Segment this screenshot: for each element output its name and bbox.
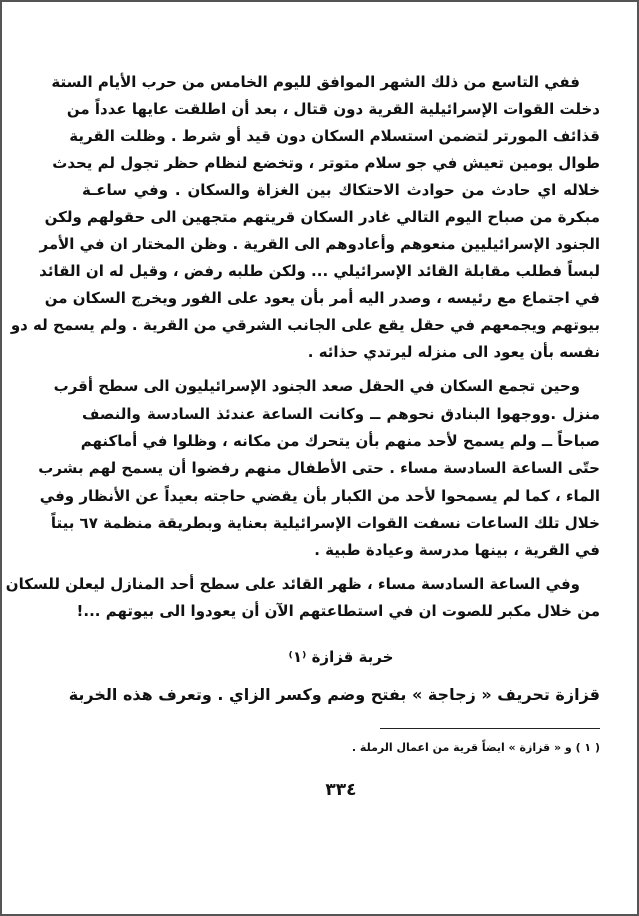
text-line: منزل .ووجهوا البنادق نحوهم ــ وكانت الساعة عندئذ السادسة والنصف	[82, 405, 600, 423]
text-line: دخلت القوات الإسرائيلية القرية دون قتال ، بعد أن اطلقت عايها عدداً من	[66, 100, 600, 118]
page-number: ٣٣٤	[325, 780, 357, 800]
text-line: حتّى الساعة السادسة مساء . حتى الأطفال منهم رفضوا أن يسمح لهم بشرب	[38, 459, 600, 477]
text-line: في القرية ، بينها مدرسة وعيادة طبية .	[314, 541, 600, 559]
text-line: خلال تلك الساعات نسفت القوات الإسرائيلية بعناية وبطريقة منظمة ٦٧ بيتاً	[50, 514, 600, 532]
text-line: نفسه بأن يعود الى منزله ليرتدي حذائه .	[307, 343, 600, 361]
section-first-line: قزازة تحريف « زجاجة » بفتح وضم وكسر الزاي . وتعرف هذه الخربة	[68, 685, 600, 704]
text-line: بيوتهم ويجمعهم في حقل يقع على الجانب الشرقي من القرية . ولم يسمح له دو	[10, 316, 600, 334]
text-line: في اجتماع مع رئيسه ، وصدر اليه أمر بأن يعود على الفور ويخرج السكان من	[44, 289, 600, 307]
text-line: لبساً فطلب مقابلة القائد الإسرائيلي ... ولكن طلبه رفض ، وقيل له ان القائد	[39, 262, 600, 280]
text-line: وفي الساعة السادسة مساء ، ظهر القائد على سطح أحد المنازل ليعلن للسكان	[5, 575, 580, 593]
text-line: قذائف المورتر لتضمن استسلام السكان دون قيد أو شرط . وظلت القرية	[69, 127, 600, 145]
section-heading: خربة قزازة ⁽١⁾	[288, 648, 394, 666]
book-page	[5, 0, 600, 916]
text-line: وحين تجمع السكان في الحقل صعد الجنود الإسرائيليون الى سطح أقرب	[53, 377, 580, 395]
text-line: مبكرة من صباح اليوم التالي غادر السكان قريتهم متجهين الى حقولهم ولكن	[44, 208, 600, 226]
text-line: خلاله اي حادث من حوادث الاحتكاك بين الغزاة والسكان . وفي ساعـة	[82, 181, 600, 199]
footnote-divider	[380, 728, 600, 729]
text-line: صباحاً ــ ولم يسمح لأحد منهم بأن يتحرك من مكانه ، وظلوا في أماكنهم	[80, 432, 600, 450]
footnote: ( ١ ) و « قزازة » ايضاً قرية من اعمال الرملة .	[351, 741, 600, 754]
text-line: ففي التاسع من ذلك الشهر الموافق لليوم الخامس من حرب الأيام الستة	[51, 73, 580, 91]
text-line: الجنود الإسرائيليين منعوهم وأعادوهم الى القرية . وظن المختار ان في الأمر	[39, 235, 600, 253]
text-line: من خلال مكبر للصوت ان في استطاعتهم الآن أن يعودوا الى بيوتهم ...!	[76, 602, 600, 620]
text-line: الماء ، كما لم يسمحوا لأحد من الكبار بأن يقضي حاجته بعيداً عن الأنظار وفي	[39, 487, 600, 505]
text-line: طوال يومين تعيش في جو سلام متوتر ، وتخضع لنظام حظر تجول لم يحدث	[52, 154, 600, 172]
